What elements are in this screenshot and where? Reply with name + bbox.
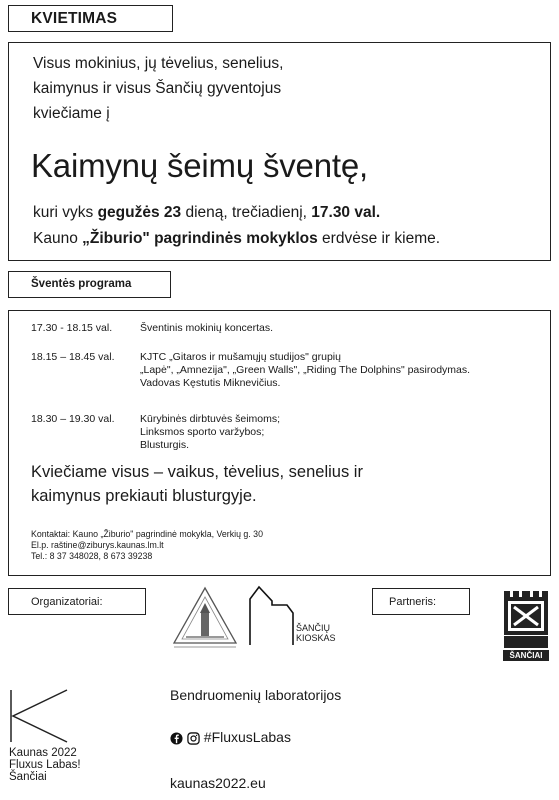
kioskas-line-1: ŠANČIŲ: [296, 623, 331, 633]
flea-market-line-1: Kviečiame visus – vaikus, tėvelius, senelius ir: [31, 463, 363, 481]
program-item-line: Blusturgis.: [140, 439, 190, 451]
sanciai-coat-of-arms-icon: [502, 588, 550, 650]
program-box: [8, 310, 551, 576]
kaunas-2022-text: [9, 747, 81, 783]
partners-label-box: [372, 588, 470, 615]
contact-phone: Tel.: 8 37 348028, 8 673 39238: [31, 551, 153, 561]
program-item-line: KJTC „Gitaros ir mušamųjų studijos" grupių: [140, 351, 341, 363]
kioskas-logo-text: [296, 623, 336, 643]
invitation-header-box: [8, 5, 173, 32]
flea-market-line-2: kaimynus prekiauti blusturgyje.: [31, 487, 257, 505]
flea-market-invitation: [31, 460, 363, 508]
when-mid: dieną, trečiadienį,: [181, 204, 312, 221]
community-labs-text: Bendruomenių laboratorijos: [170, 687, 342, 703]
program-item-line: Linksmos sporto varžybos;: [140, 426, 265, 438]
hashtag: #FluxusLabas: [203, 729, 291, 745]
organisers-label-box: [8, 588, 146, 615]
where-prefix: Kauno: [33, 230, 83, 247]
social-row: [170, 729, 291, 745]
invitation-where: [33, 230, 440, 248]
invitation-line-1: Visus mokinius, jų tėvelius, senelius,: [33, 55, 284, 72]
kaunas-2022-logo-icon: [9, 688, 71, 744]
kioskas-line-2: KIOSKAS: [296, 633, 336, 643]
invitation-line-3: kviečiame į: [33, 105, 110, 122]
where-school: „Žiburio" pagrindinės mokyklos: [82, 230, 318, 247]
instagram-icon[interactable]: [187, 732, 200, 745]
when-prefix: kuri vyks: [33, 204, 98, 221]
program-label: Šventės programa: [31, 278, 132, 290]
where-suffix: erdvėse ir kieme.: [317, 230, 441, 247]
invitation-when: [33, 204, 380, 222]
program-item-description: [140, 351, 470, 390]
program-item-description: [140, 413, 280, 452]
website-link[interactable]: kaunas2022.eu: [170, 775, 266, 791]
program-item-line: Vadovas Kęstutis Miknevičius.: [140, 377, 281, 389]
organisers-label: Organizatoriai:: [31, 596, 103, 608]
contact-address: Kontaktai: Kauno „Žiburio" pagrindinė mokykla, Verkių g. 30: [31, 529, 263, 539]
invitation-header-label: KVIETIMAS: [31, 10, 118, 27]
when-date: gegužės 23: [97, 204, 182, 221]
contact-email: El.p. raštine@ziburys.kaunas.lm.lt: [31, 540, 164, 550]
kaunas-line-1: Kaunas 2022: [9, 747, 77, 759]
kaunas-line-2: Fluxus Labas!: [9, 759, 81, 771]
program-label-box: [8, 271, 171, 298]
contacts-block: [31, 529, 263, 562]
kaunas-line-3: Šančiai: [9, 771, 47, 783]
invitation-line-2: kaimynus ir visus Šančių gyventojus: [33, 80, 282, 97]
program-item-time: 18.30 – 19.30 val.: [31, 413, 115, 425]
when-time: 17.30 val.: [311, 204, 381, 221]
sanciai-label: ŠANČIAI: [503, 650, 549, 661]
invitation-box: [8, 42, 551, 261]
program-item-description: [140, 322, 273, 335]
program-item-line: Šventinis mokinių koncertas.: [140, 322, 274, 334]
facebook-icon[interactable]: [170, 732, 183, 745]
program-item-time: 17.30 - 18.15 val.: [31, 322, 113, 334]
invitation-headline: Kaimynų šeimų šventę,: [31, 147, 368, 184]
program-item-time: 18.15 – 18.45 val.: [31, 351, 115, 363]
school-logo-icon: [170, 585, 240, 651]
partners-label: Partneris:: [389, 596, 437, 608]
house-outline-icon: [247, 583, 297, 647]
program-item-line: Kūrybinės dirbtuvės šeimoms;: [140, 413, 281, 425]
program-item-line: „Lapė", „Amnezija", „Green Walls", „Riding The Dolphins" pasirodymas.: [140, 364, 471, 376]
